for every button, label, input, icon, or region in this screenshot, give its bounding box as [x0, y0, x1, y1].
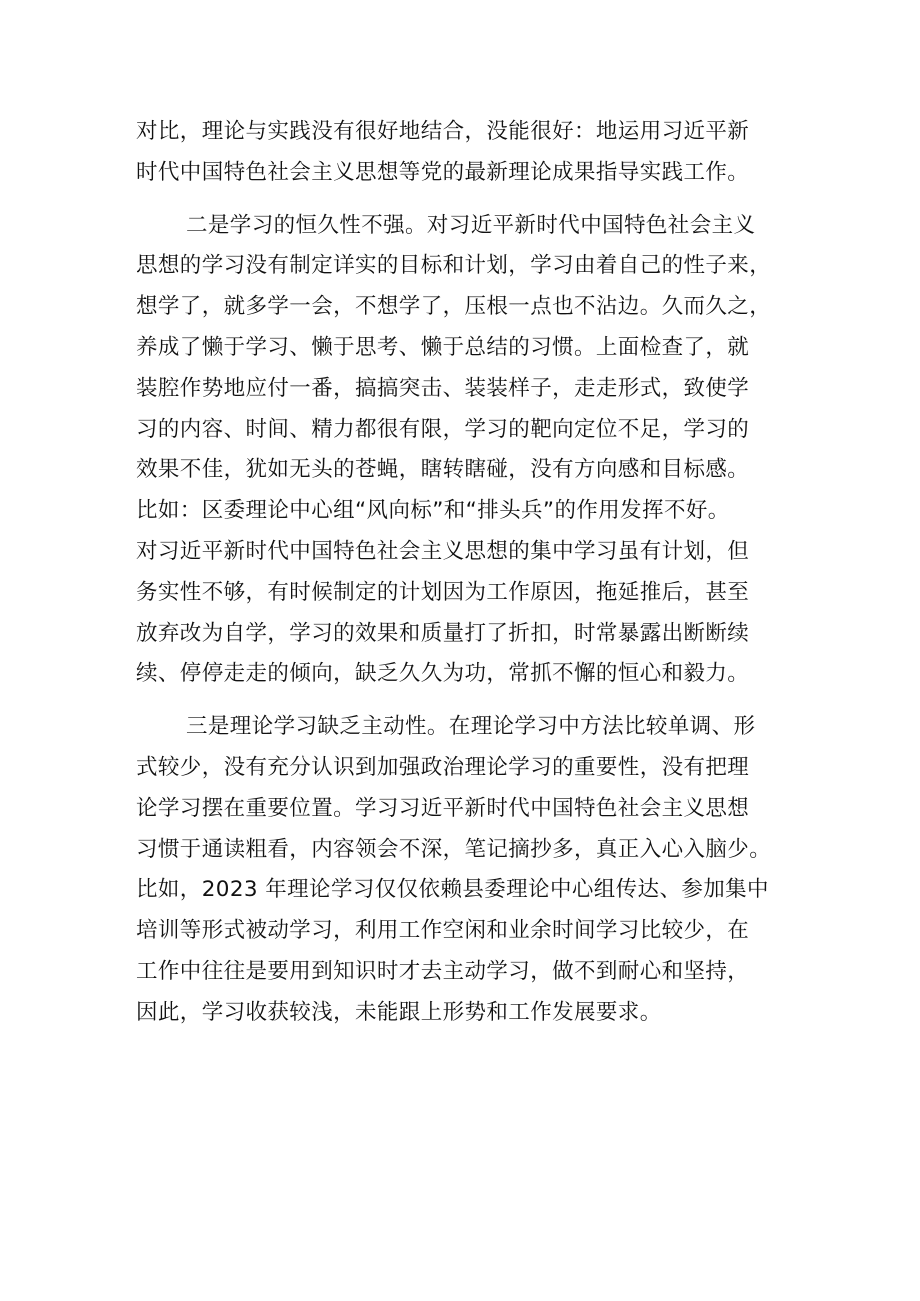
text-line-15: 三是理论学习缺乏主动性。在理论学习中方法比较单调、形 [186, 714, 756, 740]
text-line-9: 效果不佳，犹如无头的苍蝇，瞎转瞎碰，没有方向感和目标感。 [136, 457, 750, 483]
text-line-19: 比如，2023 年理论学习仅仅依赖县委理论中心组传达、参加集中 [136, 877, 769, 903]
text-line-7: 装腔作势地应付一番，搞搞突击、装装样子，走走形式，致使学 [136, 375, 750, 401]
text-line-22: 因此，学习收获较浅，未能跟上形势和工作发展要求。 [136, 999, 662, 1025]
text-line-3: 二是学习的恒久性不强。对习近平新时代中国特色社会主义 [186, 212, 756, 238]
text-line-10: 比如：区委理论中心组“风向标”和“排头兵”的作用发挥不好。 [136, 498, 730, 524]
text-line-21: 工作中往往是要用到知识时才去主动学习，做不到耐心和坚持， [136, 958, 750, 984]
paragraph-gap [136, 695, 808, 707]
text-line-4: 思想的学习没有制定详实的目标和计划，学习由着自己的性子来， [136, 253, 772, 279]
text-line-17: 论学习摆在重要位置。学习习近平新时代中国特色社会主义思想 [136, 795, 750, 821]
text-line-2: 时代中国特色社会主义思想等党的最新理论成果指导实践工作。 [136, 159, 750, 185]
text-line-8: 习的内容、时间、精力都很有限，学习的靶向定位不足，学习的 [136, 416, 750, 442]
text-line-20: 培训等形式被动学习，利用工作空闲和业余时间学习比较少，在 [136, 918, 750, 944]
text-line-6: 养成了懒于学习、懒于思考、懒于总结的习惯。上面检查了，就 [136, 334, 750, 360]
text-line-1: 对比，理论与实践没有很好地结合，没能很好：地运用习近平新 [136, 119, 750, 144]
text-line-14: 续、停停走走的倾向，缺乏久久为功，常抓不懈的恒心和毅力。 [136, 661, 750, 687]
document-body [136, 112, 808, 1034]
text-line-12: 务实性不够，有时候制定的计划因为工作原因，拖延推后，甚至 [136, 579, 750, 605]
text-line-11: 对习近平新时代中国特色社会主义思想的集中学习虽有计划，但 [136, 538, 750, 564]
text-line-13: 放弃改为自学，学习的效果和质量打了折扣，时常暴露出断断续 [136, 620, 750, 646]
text-line-5: 想学了，就多学一会，不想学了，压根一点也不沾边。久而久之， [136, 294, 772, 320]
text-line-16: 式较少，没有充分认识到加强政治理论学习的重要性，没有把理 [136, 754, 750, 780]
text-line-18: 习惯于通读粗看，内容领会不深，笔记摘抄多，真正入心入脑少。 [136, 836, 772, 862]
paragraph-gap [136, 194, 808, 206]
